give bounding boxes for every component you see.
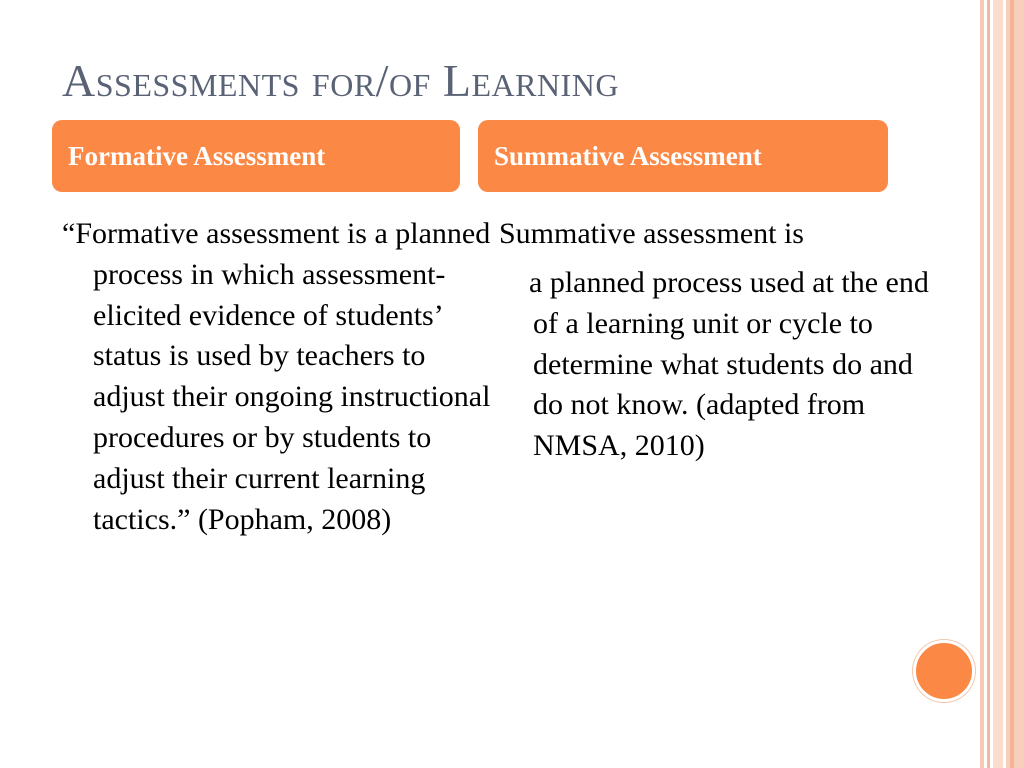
stripe	[1006, 0, 1024, 768]
slide-title: Assessments for/of Learning	[62, 55, 619, 106]
summative-header-label: Summative Assessment	[494, 140, 762, 171]
stripe	[1010, 0, 1014, 768]
formative-header-label: Formative Assessment	[68, 140, 326, 171]
summative-lead: Summative assessment is	[499, 217, 804, 250]
formative-body: “Formative assessment is a planned process in which assessment-elicited evidence of students’ status is used by teachers to adjust their ongoing instructional procedures or by students to adjust their current learning tactics.” (Popham, 2008)	[62, 217, 491, 536]
stripe	[980, 0, 984, 768]
formative-header	[52, 120, 460, 192]
summative-body: a planned process used at the end of a learning unit or cycle to determine what students do and do not know. (adapted from NMSA, 2010)	[529, 266, 929, 463]
summative-header	[478, 120, 888, 192]
decorative-circle	[913, 640, 975, 702]
stripe	[987, 0, 990, 768]
stripe	[993, 0, 1003, 768]
decorative-stripes	[980, 0, 1024, 768]
